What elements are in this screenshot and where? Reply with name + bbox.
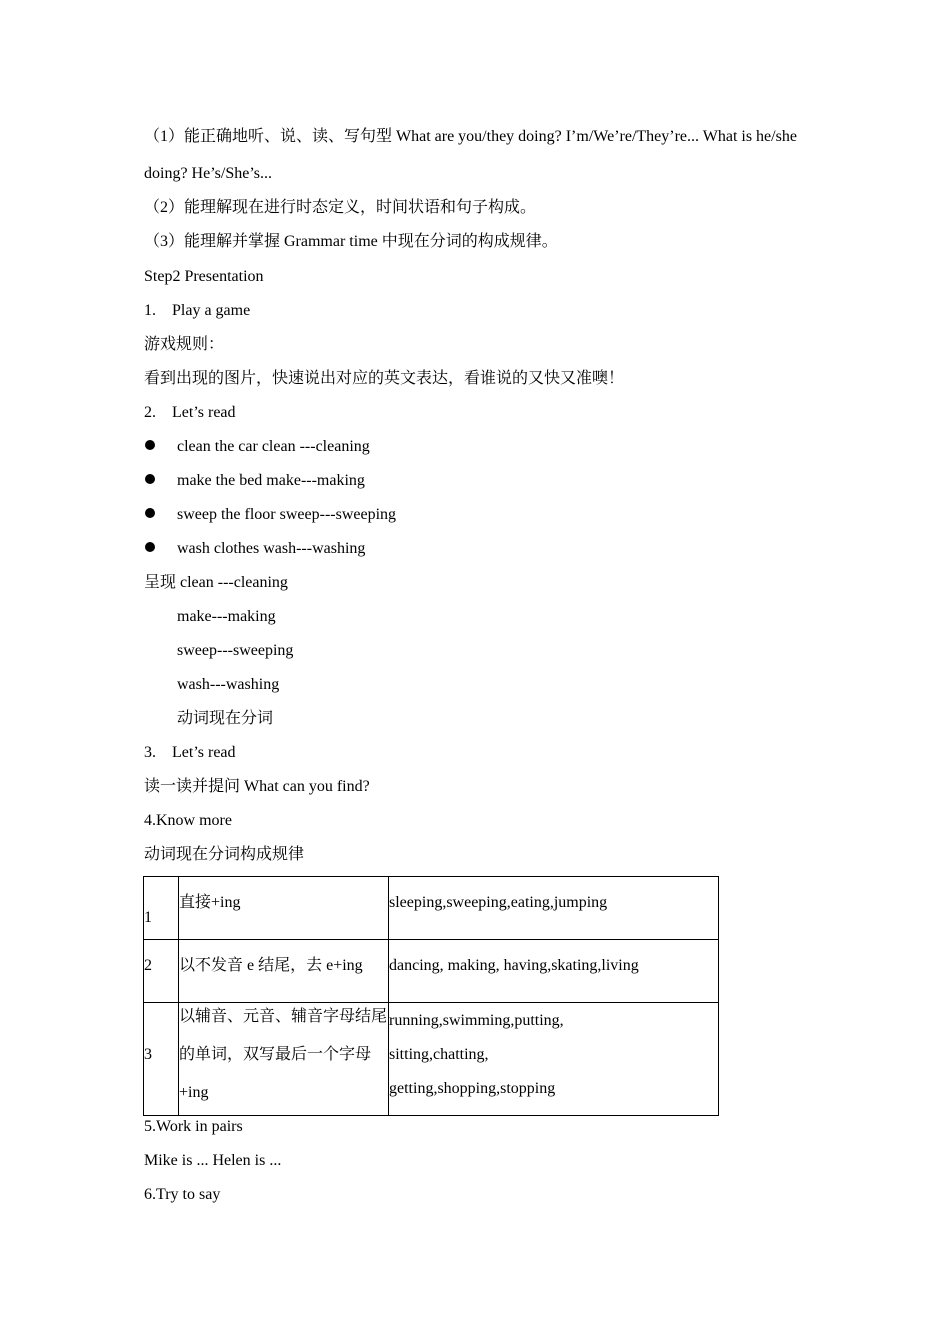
examples-cell xyxy=(389,1003,719,1116)
item-label: Let’s read xyxy=(172,404,236,421)
bullet-icon xyxy=(144,507,156,519)
row-number-cell xyxy=(144,1003,179,1116)
bullet-text: make the bed make---making xyxy=(177,472,365,489)
present-line: 呈现 clean ---cleaning xyxy=(144,574,288,591)
work-in-pairs-heading: 5.Work in pairs xyxy=(144,1118,243,1135)
table-title: 动词现在分词构成规律 xyxy=(144,846,305,863)
bullet-text: wash clothes wash---washing xyxy=(177,540,366,557)
present-line: 动词现在分词 xyxy=(177,710,274,727)
game-rules-label: 游戏规则： xyxy=(144,336,225,353)
bullet-text: sweep the floor sweep---sweeping xyxy=(177,506,397,523)
item-number: 1. xyxy=(144,302,156,319)
bullet-icon xyxy=(144,541,156,553)
step-title: Step2 Presentation xyxy=(144,268,264,285)
examples-text: getting,shopping,stopping xyxy=(389,1080,556,1097)
table-row xyxy=(144,940,719,1003)
know-more-heading: 4.Know more xyxy=(144,812,232,829)
game-rules-text: 看到出现的图片，快速说出对应的英文表达，看谁说的又快又准噢！ xyxy=(144,370,625,387)
bullet-icon xyxy=(144,473,156,485)
try-to-say-heading: 6.Try to say xyxy=(144,1186,221,1203)
rule-text: 以不发音 e 结尾，去 e+ing xyxy=(179,957,363,974)
item-label: Let’s read xyxy=(172,744,236,761)
present-line: wash---washing xyxy=(177,676,280,693)
item-lets-read-1 xyxy=(144,403,236,423)
present-line: make---making xyxy=(177,608,276,625)
rule-text: 直接+ing xyxy=(179,894,241,911)
objective-2: （2）能理解现在进行时态定义，时间状语和句子构成。 xyxy=(144,199,537,216)
rule-text: +ing xyxy=(179,1084,209,1101)
rule-text: 的单词，双写最后一个字母 xyxy=(179,1046,372,1063)
examples-cell xyxy=(389,940,719,1003)
row-number: 3 xyxy=(144,1046,152,1063)
participle-rules-table xyxy=(143,876,719,1116)
rule-cell xyxy=(179,877,389,940)
examples-text: dancing, making, having,skating,living xyxy=(389,957,639,974)
present-line: sweep---sweeping xyxy=(177,642,294,659)
row-number-cell xyxy=(144,877,179,940)
row-number-cell xyxy=(144,940,179,1003)
rule-cell xyxy=(179,1003,389,1116)
item-number: 2. xyxy=(144,404,156,421)
examples-text: sitting,chatting, xyxy=(389,1046,489,1063)
examples-cell xyxy=(389,877,719,940)
table-row xyxy=(144,877,719,940)
item-number: 3. xyxy=(144,744,156,761)
examples-text: sleeping,sweeping,eating,jumping xyxy=(389,894,608,911)
row-number: 1 xyxy=(144,909,152,926)
item-label: Play a game xyxy=(172,302,251,319)
objective-3: （3）能理解并掌握 Grammar time 中现在分词的构成规律。 xyxy=(144,233,558,250)
read-question: 读一读并提问 What can you find? xyxy=(144,778,370,795)
item-play-game xyxy=(144,301,250,321)
objective-1-line-1: （1）能正确地听、说、读、写句型 What are you/they doing? I’m/We’re/They’re... What is he/she xyxy=(144,128,797,145)
bullet-icon xyxy=(144,439,156,451)
row-number: 2 xyxy=(144,957,152,974)
mike-helen-line: Mike is ... Helen is ... xyxy=(144,1152,282,1169)
objective-1-line-2: doing? He’s/She’s... xyxy=(144,165,272,182)
bullet-text: clean the car clean ---cleaning xyxy=(177,438,370,455)
examples-text: running,swimming,putting, xyxy=(389,1012,564,1029)
table-row xyxy=(144,1003,719,1116)
rule-text: 以辅音、元音、辅音字母结尾 xyxy=(179,1008,388,1025)
item-lets-read-2 xyxy=(144,743,236,763)
rule-cell xyxy=(179,940,389,1003)
